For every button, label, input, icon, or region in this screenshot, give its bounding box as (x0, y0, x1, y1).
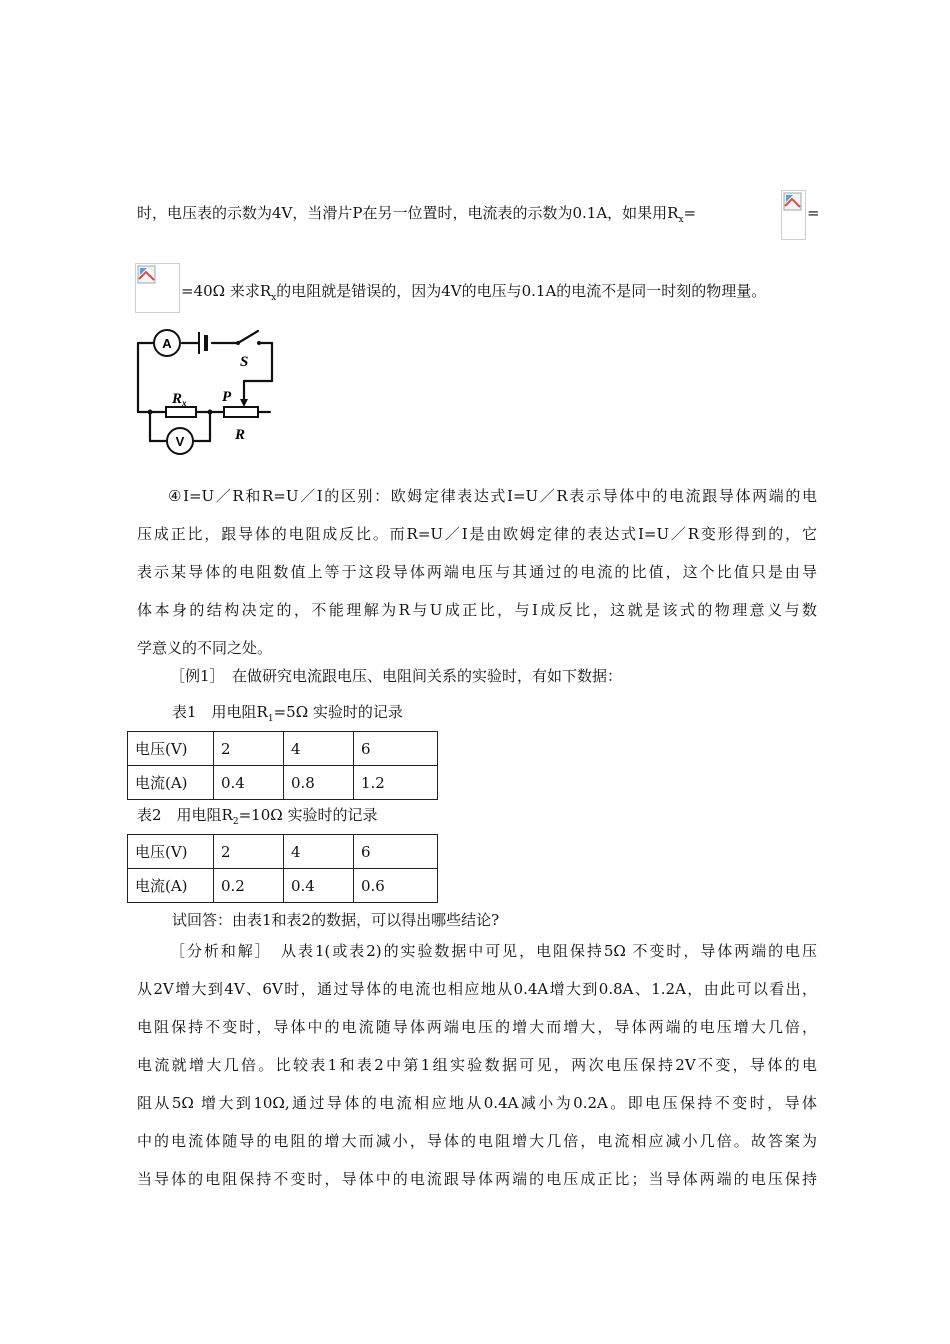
table-cell: 电流(A) (128, 766, 214, 800)
analysis-line: 阻从5Ω 增大到10Ω,通过导体的电流相应地从0.4A减小为0.2A。即电压保持不变时，导体 (137, 1094, 817, 1112)
line1-text: 时，电压表的示数为4V，当滑片P在另一位置时，电流表的示数为0.1A，如果用R (137, 204, 679, 222)
rheostat-label: R (235, 427, 246, 443)
table1 (127, 731, 438, 800)
table-cell: 电压(V) (128, 732, 214, 766)
line1-eq: = (683, 204, 697, 222)
table-cell: 0.4 (214, 766, 284, 800)
table-cell: 电压(V) (128, 835, 214, 869)
text-line-1 (137, 201, 696, 232)
line2-sub: x (271, 293, 277, 303)
table2-caption: 表2 用电阻$R_2=10\Omega$ 实验时的记录 (137, 806, 378, 827)
analysis-line: 当导体的电阻保持不变时，导体中的电流跟导体两端的电压成正比；当导体两端的电压保持 (137, 1170, 817, 1188)
voltmeter-label: V (175, 434, 185, 449)
table-cell: 0.6 (354, 869, 438, 903)
para4-line: 学意义的不同之处。 (137, 639, 273, 657)
slider-arrow (240, 399, 248, 407)
paragraph-analysis (137, 932, 817, 1198)
table-cell: 6 (354, 732, 438, 766)
table-cell: 0.4 (284, 869, 354, 903)
para4-line: 体本身的结构决定的，不能理解为R与U成正比，与I成反比，这就是该式的物理意义与数 (137, 601, 817, 619)
line2-text: =40Ω 来求R (181, 282, 272, 300)
rheostat-r (224, 407, 258, 417)
example-heading: ［例1］ 在做研究电流跟电压、电阻间关系的实验时，有如下数据： (170, 667, 623, 685)
line1-eq2: = (807, 204, 820, 222)
table-cell: 2 (214, 732, 284, 766)
table-cell: 0.2 (214, 869, 284, 903)
table-row (128, 766, 438, 800)
table-cell: 0.8 (284, 766, 354, 800)
line2-rest: 的电阻就是错误的，因为4V的电压与0.1A的电流不是同一时刻的物理量。 (276, 282, 767, 300)
table-cell: 电流(A) (128, 869, 214, 903)
analysis-line: 从2V增大到4V、6V时，通过导体的电流也相应地从0.4A增大到0.8A、1.2A，由此可以看出， (137, 980, 817, 998)
para4-line: ④I=U／R和R=U／I的区别：欧姆定律表达式I=U／R表示导体中的电流跟导体两端的电 (168, 487, 817, 505)
para4-line: 压成正比，跟导体的电阻成反比。而R=U／I是由欧姆定律的表达式I=U／R变形得到的，它 (137, 525, 817, 543)
table-cell: 4 (284, 835, 354, 869)
table-cell: 4 (284, 732, 354, 766)
line1-sub: x (678, 215, 684, 225)
question-text: 试回答：由表1和表2的数据，可以得出哪些结论? (172, 911, 500, 929)
table-row (128, 835, 438, 869)
para4-line: 表示某导体的电阻数值上等于这段导体两端电压与其通过的电流的比值，这个比值只是由导 (137, 563, 817, 581)
table1-caption: 表1 用电阻$R_1=5\Omega$ 实验时的记录 (172, 703, 403, 724)
table-row (128, 869, 438, 903)
broken-image-icon (781, 190, 806, 240)
analysis-line: ［分析和解］ 从表1(或表2)的实验数据中可见，电阻保持5Ω 不变时，导体两端的电压 (170, 942, 817, 960)
table2 (127, 834, 438, 903)
ammeter-label: A (162, 336, 172, 351)
text-line-2 (181, 279, 766, 310)
table-cell: 6 (354, 835, 438, 869)
slider-label: P (222, 389, 232, 405)
resistor-rx (166, 407, 196, 417)
broken-image-icon (135, 263, 180, 313)
analysis-line: 中的电流体随导的电阻的增大而减小，导体的电阻增大几倍，电流相应减小几倍。故答案为 (137, 1132, 817, 1150)
resistor-label: $R_x$ (172, 391, 187, 408)
table-cell: 1.2 (354, 766, 438, 800)
table-cell: 2 (214, 835, 284, 869)
analysis-line: 电阻保持不变时，导体中的电流随导体两端电压的增大而增大，导体两端的电压增大几倍， (137, 1018, 817, 1036)
paragraph-ohm-law (137, 477, 817, 667)
analysis-line: 电流就增大几倍。比较表1和表2中第1组实验数据可见，两次电压保持2V不变，导体的电 (137, 1056, 817, 1074)
circuit-diagram (136, 323, 286, 460)
table-row (128, 732, 438, 766)
switch-label: S (240, 354, 249, 370)
